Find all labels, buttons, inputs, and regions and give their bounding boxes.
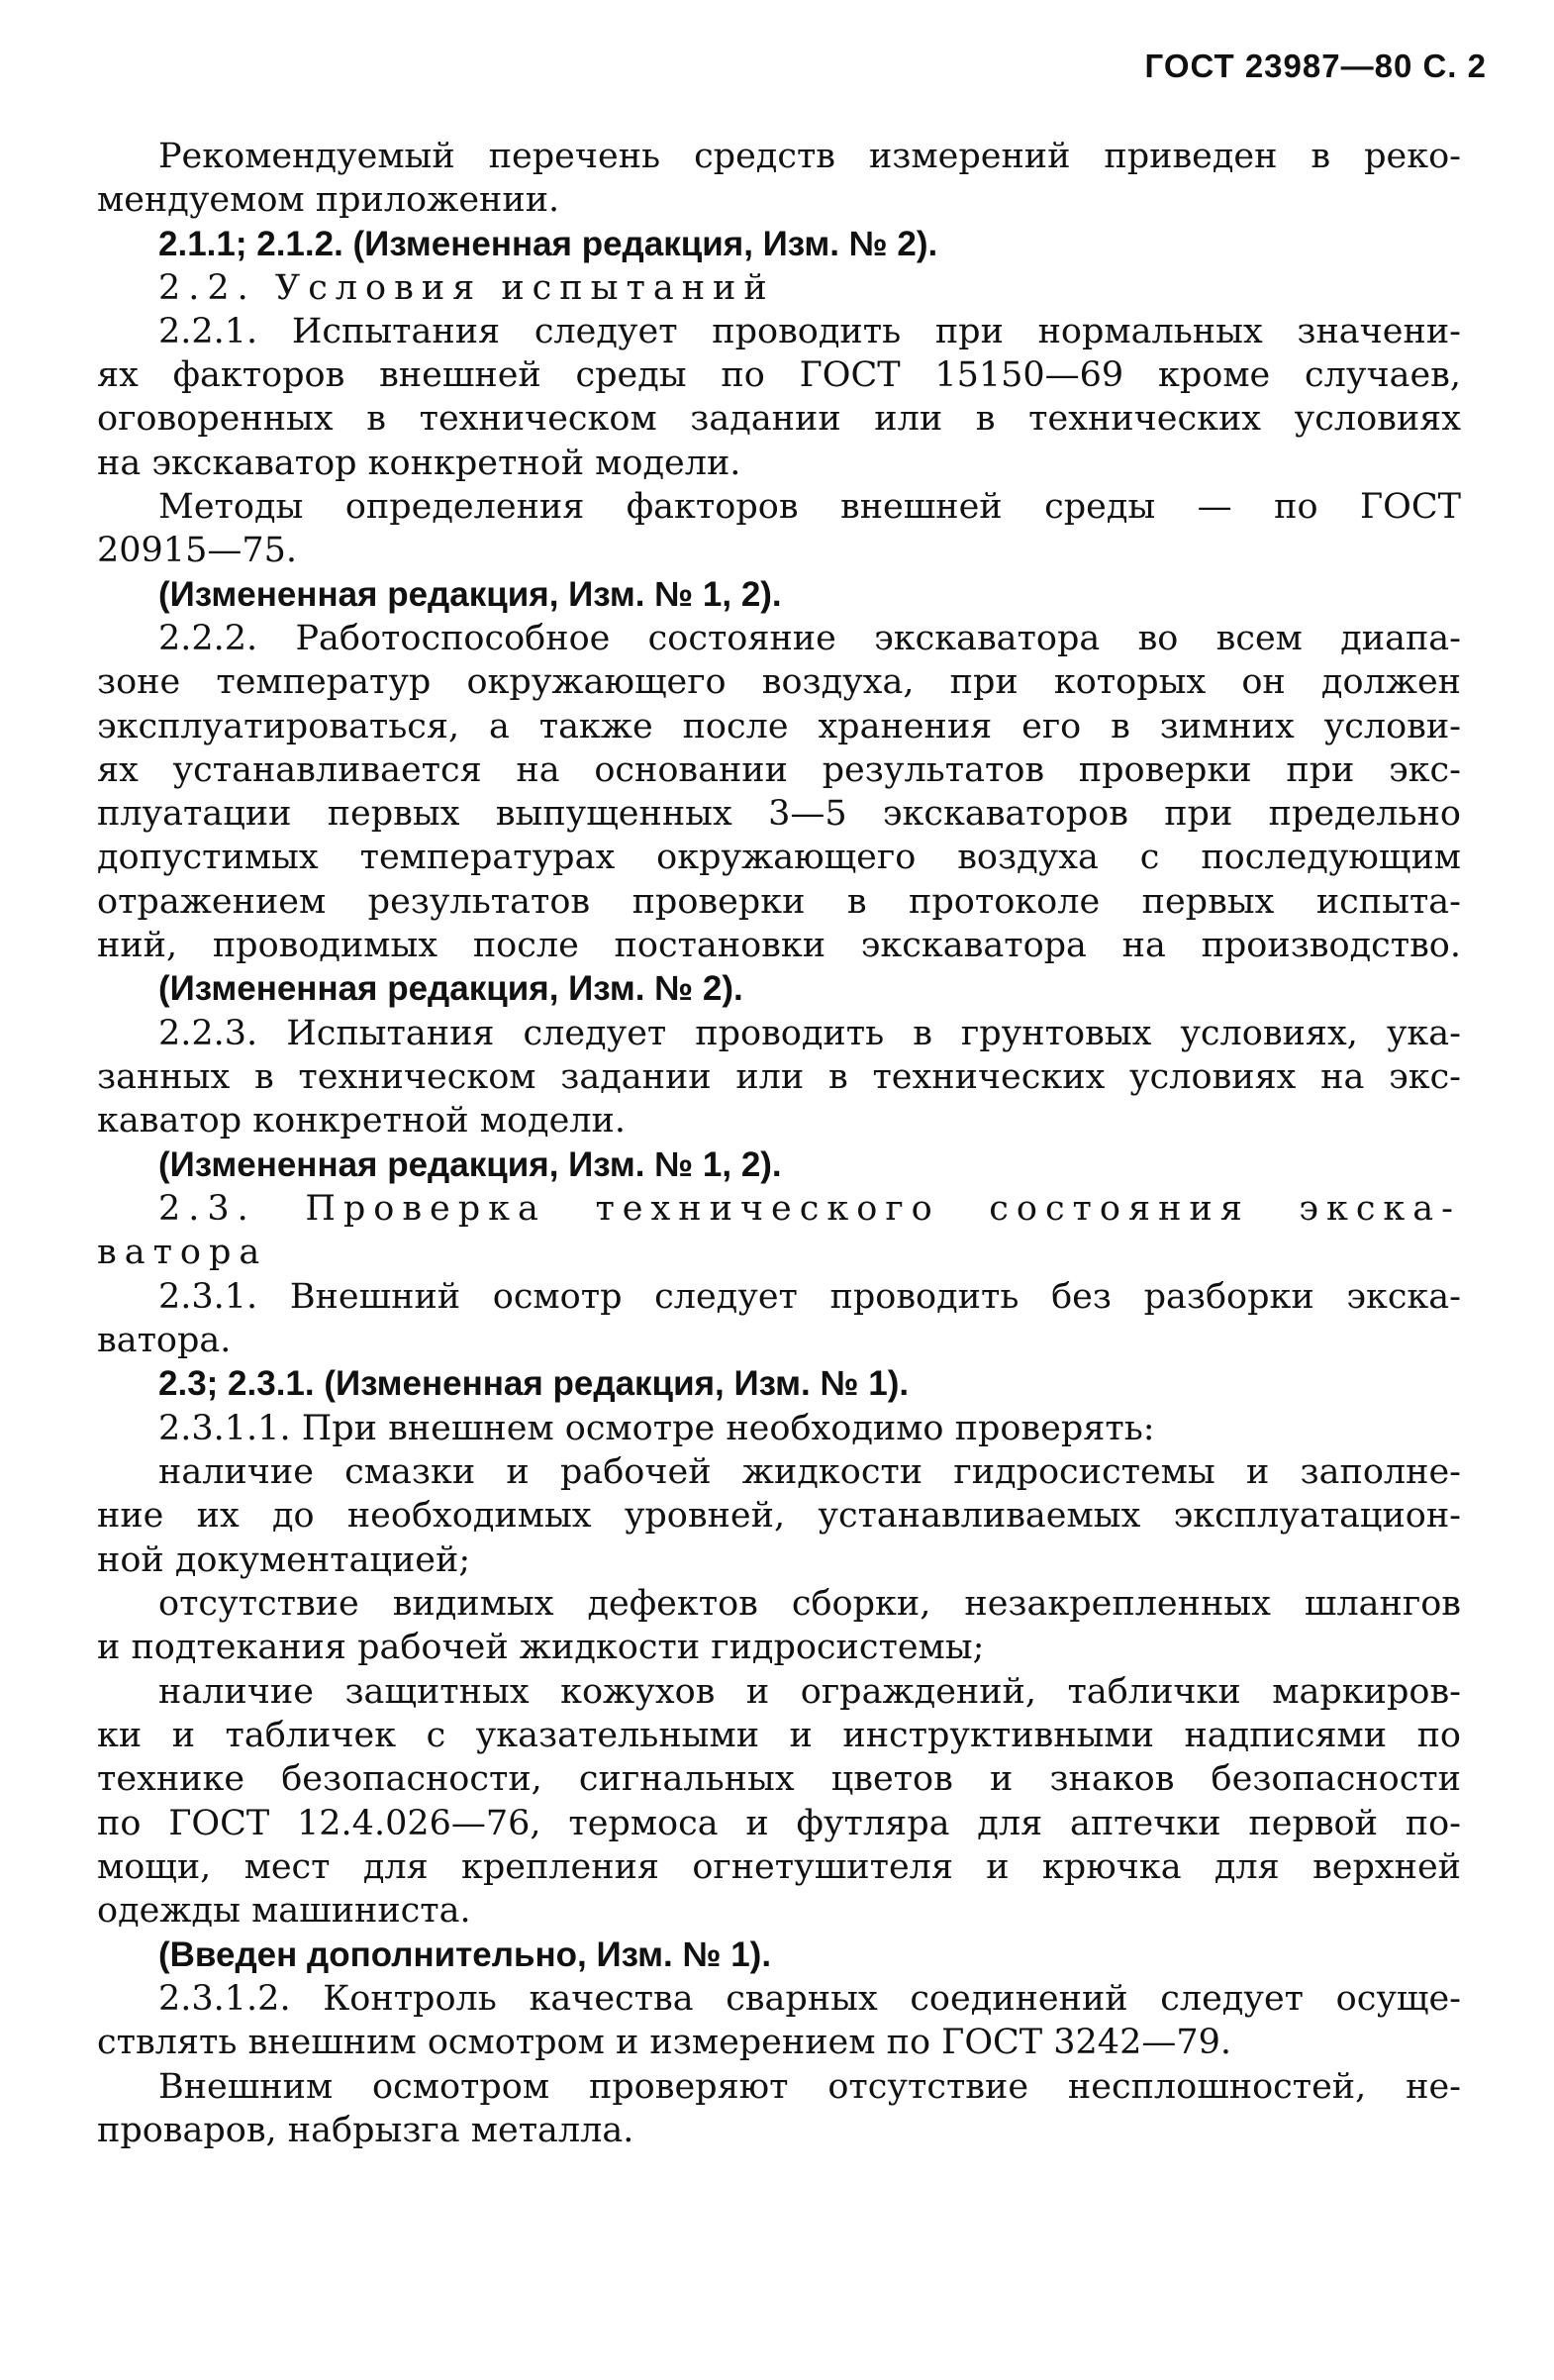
- page-header: ГОСТ 23987—80 С. 2: [1144, 48, 1487, 84]
- text-line: ях устанавливается на основании результатов проверки при экс-: [97, 750, 1461, 790]
- text-line: Рекомендуемый перечень средств измерений приведен в реко-: [158, 137, 1461, 176]
- text-line: и подтекания рабочей жидкости гидросистемы;: [97, 1628, 985, 1667]
- text-line: одежды машиниста.: [97, 1891, 471, 1931]
- text-line: на экскаватор конкретной модели.: [97, 444, 741, 483]
- text-line: ях факторов внешней среды по ГОСТ 15150—69 кроме случаев,: [97, 355, 1461, 395]
- text-line: 2.2.1. Испытания следует проводить при нормальных значени-: [158, 312, 1461, 351]
- amendment-note: (Измененная редакция, Изм. № 1, 2).: [158, 575, 782, 614]
- text-line: отражением результатов проверки в протоколе первых испыта-: [97, 882, 1461, 922]
- text-line: Внешним осмотром проверяют отсутствие несплошностей, не-: [158, 2067, 1461, 2107]
- text-line: 2.3.1.2. Контроль качества сварных соединений следует осуще-: [158, 1979, 1461, 2019]
- text-line: эксплуатироваться, а также после хранения его в зимних услови-: [97, 707, 1461, 746]
- text-line: отсутствие видимых дефектов сборки, незакрепленных шлангов: [158, 1584, 1461, 1624]
- text-line: зоне температур окружающего воздуха, при которых он должен: [97, 662, 1461, 702]
- text-line: технике безопасности, сигнальных цветов и знаков безопасности: [97, 1759, 1461, 1799]
- text-line: мендуемом приложении.: [97, 180, 560, 220]
- amendment-note: (Измененная редакция, Изм. № 1, 2).: [158, 1145, 782, 1184]
- amendment-note: 2.1.1; 2.1.2. (Измененная редакция, Изм. № 2).: [158, 225, 938, 263]
- section-heading: 2.2. Условия испытаний: [158, 268, 775, 308]
- text-line: 2.2.2. Работоспособное состояние экскаватора во всем диапа-: [158, 619, 1461, 658]
- text-line: 2.2.3. Испытания следует проводить в грунтовых условиях, ука-: [158, 1014, 1461, 1053]
- text-line: ватора.: [97, 1321, 232, 1360]
- text-line: по ГОСТ 12.4.026—76, термоса и футляра для аптечки первой по-: [97, 1804, 1461, 1843]
- text-line: занных в техническом задании или в технических условиях на экс-: [97, 1057, 1461, 1097]
- amendment-note: (Измененная редакция, Изм. № 2).: [158, 969, 743, 1008]
- text-line: ной документацией;: [97, 1540, 471, 1580]
- text-line: 20915—75.: [97, 531, 298, 570]
- text-line: проваров, набрызга металла.: [97, 2111, 634, 2150]
- text-line: 2.3.1. Внешний осмотр следует проводить без разборки экска-: [158, 1277, 1461, 1317]
- amendment-note: 2.3; 2.3.1. (Измененная редакция, Изм. № 1).: [158, 1364, 910, 1403]
- text-line: Методы определения факторов внешней среды — по ГОСТ: [158, 487, 1461, 527]
- section-heading: ватора: [97, 1233, 268, 1272]
- text-line: наличие защитных кожухов и ограждений, таблички маркиров-: [158, 1672, 1461, 1712]
- text-line: каватор конкретной модели.: [97, 1101, 627, 1140]
- text-line: ние их до необходимых уровней, устанавливаемых эксплуатацион-: [97, 1496, 1461, 1536]
- text-line: 2.3.1.1. При внешнем осмотре необходимо проверять:: [158, 1409, 1155, 1448]
- text-line: ний, проводимых после постановки экскаватора на производство.: [97, 926, 1461, 965]
- text-line: допустимых температурах окружающего воздуха с последующим: [97, 838, 1461, 877]
- text-line: ки и табличек с указательными и инструктивными надписями по: [97, 1716, 1461, 1755]
- text-line: ствлять внешним осмотром и измерением по ГОСТ 3242—79.: [97, 2023, 1231, 2062]
- text-line: плуатации первых выпущенных 3—5 экскаваторов при предельно: [97, 794, 1461, 834]
- text-line: наличие смазки и рабочей жидкости гидросистемы и заполне-: [158, 1452, 1461, 1492]
- section-heading: 2.3. Проверка технического состояния экска-: [158, 1189, 1461, 1229]
- text-line: мощи, мест для крепления огнетушителя и крючка для верхней: [97, 1847, 1461, 1887]
- text-line: оговоренных в техническом задании или в технических условиях: [97, 399, 1461, 439]
- amendment-note: (Введен дополнительно, Изм. № 1).: [158, 1935, 772, 1974]
